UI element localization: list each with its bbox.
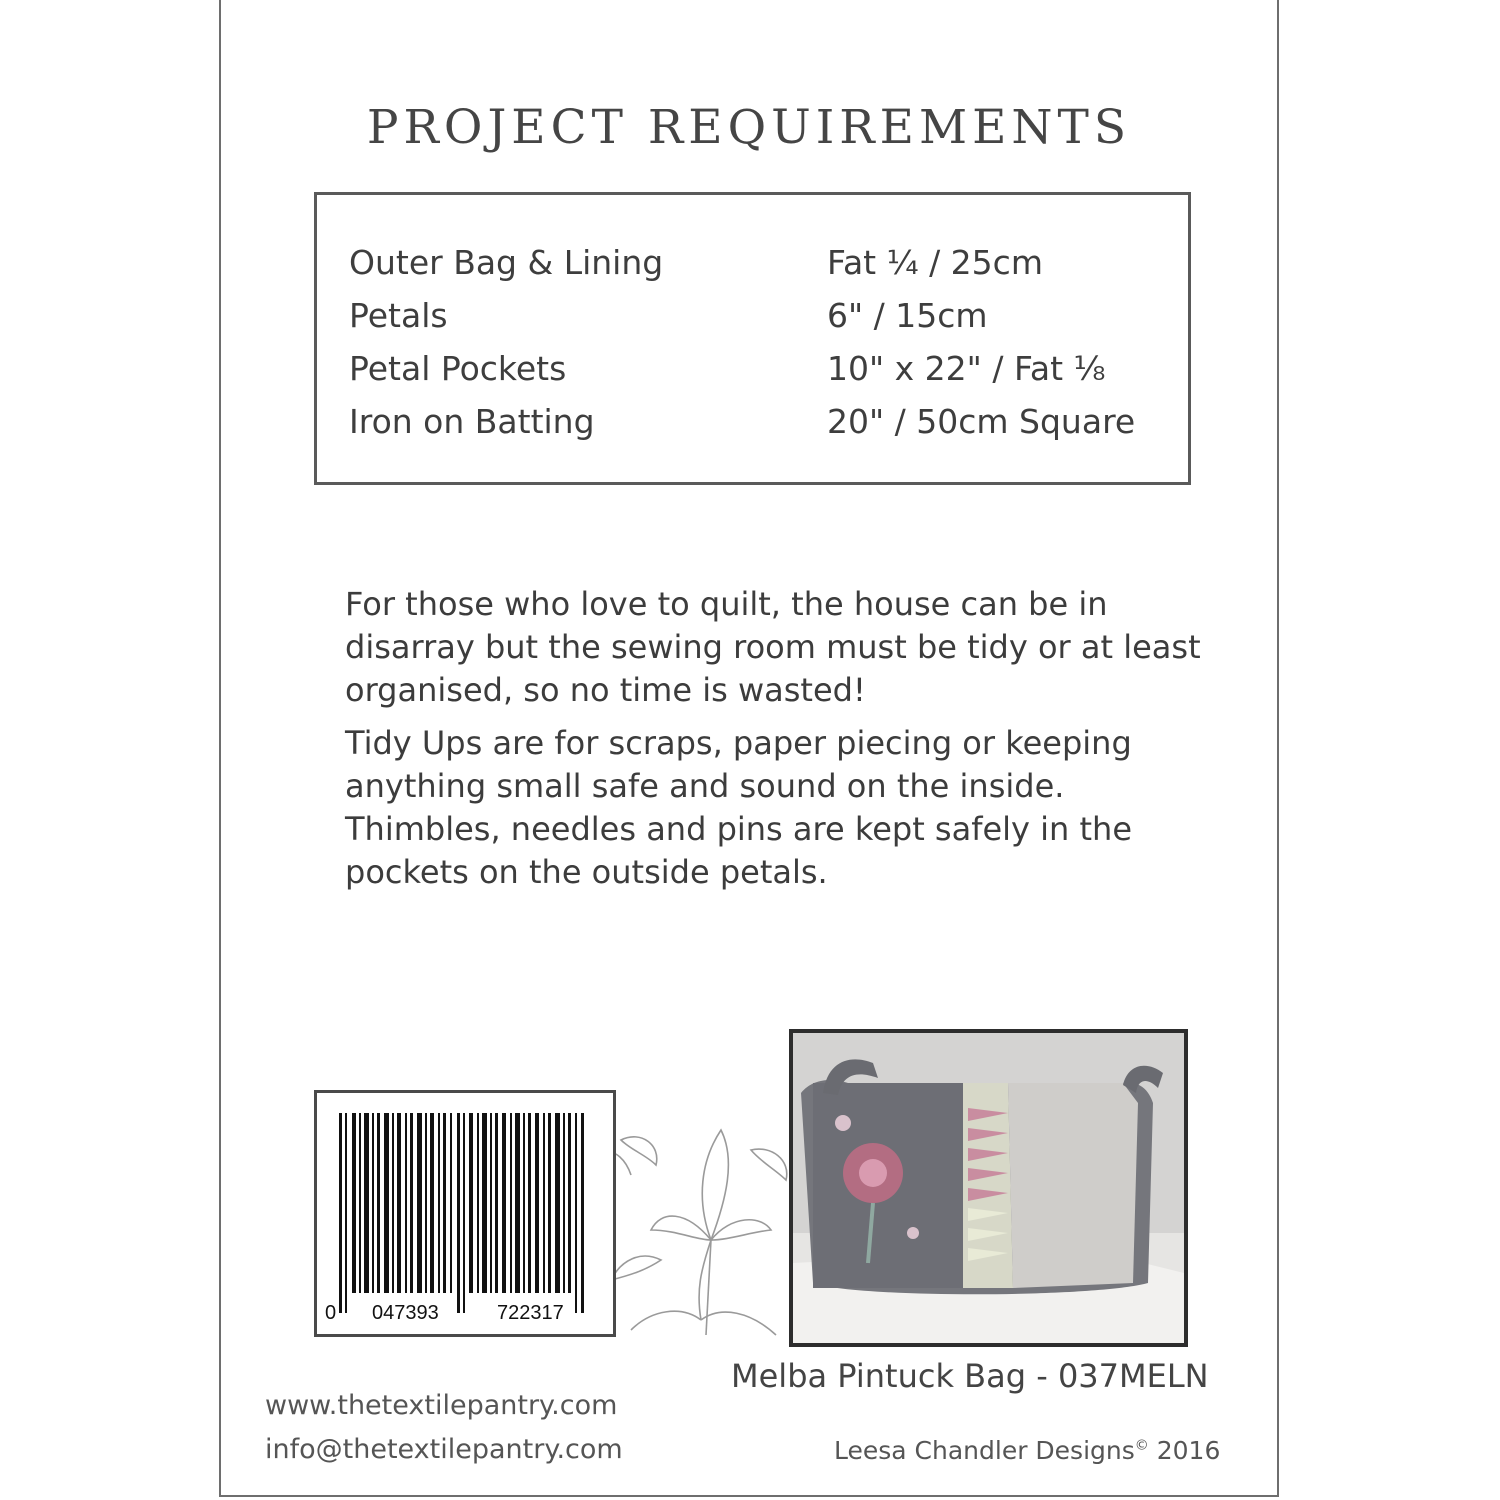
copyright-symbol: ©	[1134, 1437, 1149, 1454]
website-link[interactable]: www.thetextilepantry.com	[265, 1390, 618, 1421]
product-photo	[789, 1029, 1188, 1347]
description-paragraph: Tidy Ups are for scraps, paper piecing or keeping anything small safe and sound on the inside. Thimbles, needles and pins are kept safely in the pockets on the outside petals.	[345, 724, 1133, 891]
requirement-item: Outer Bag & Lining	[349, 243, 664, 282]
requirement-item: Iron on Batting	[349, 402, 595, 441]
barcode-lead-digit: 0	[325, 1302, 337, 1324]
requirements-box	[314, 192, 1191, 485]
description	[345, 583, 1205, 904]
barcode-bars-icon	[317, 1093, 613, 1334]
requirement-item: Petal Pockets	[349, 349, 567, 388]
requirement-row	[349, 402, 1159, 455]
page-title: PROJECT REQUIREMENTS	[366, 100, 1132, 155]
requirement-row	[349, 349, 1159, 402]
description-paragraph: For those who love to quilt, the house can be in disarray but the sewing room must be tidy or at least organised, so no time is wasted!	[345, 585, 1201, 709]
requirement-row	[349, 243, 1159, 296]
barcode	[314, 1090, 616, 1337]
requirement-quantity: 20" / 50cm Square	[827, 402, 1136, 441]
bag-photo-illustration	[793, 1033, 1184, 1343]
barcode-left-digits: 047393	[372, 1302, 439, 1324]
requirement-row	[349, 296, 1159, 349]
floral-illustration-icon	[601, 1090, 801, 1350]
pattern-back-cover	[219, 0, 1279, 1497]
email-link[interactable]: info@thetextilepantry.com	[265, 1434, 623, 1465]
requirement-quantity: 10" x 22" / Fat ⅛	[827, 349, 1106, 388]
credit-year: 2016	[1156, 1436, 1221, 1465]
requirement-quantity: Fat ¼ / 25cm	[827, 243, 1043, 282]
barcode-right-digits: 722317	[497, 1302, 564, 1324]
designer-credit	[834, 1436, 1220, 1465]
requirement-item: Petals	[349, 296, 448, 335]
product-caption: Melba Pintuck Bag - 037MELN	[731, 1357, 1209, 1395]
credit-name: Leesa Chandler Designs	[834, 1436, 1135, 1465]
requirement-quantity: 6" / 15cm	[827, 296, 988, 335]
